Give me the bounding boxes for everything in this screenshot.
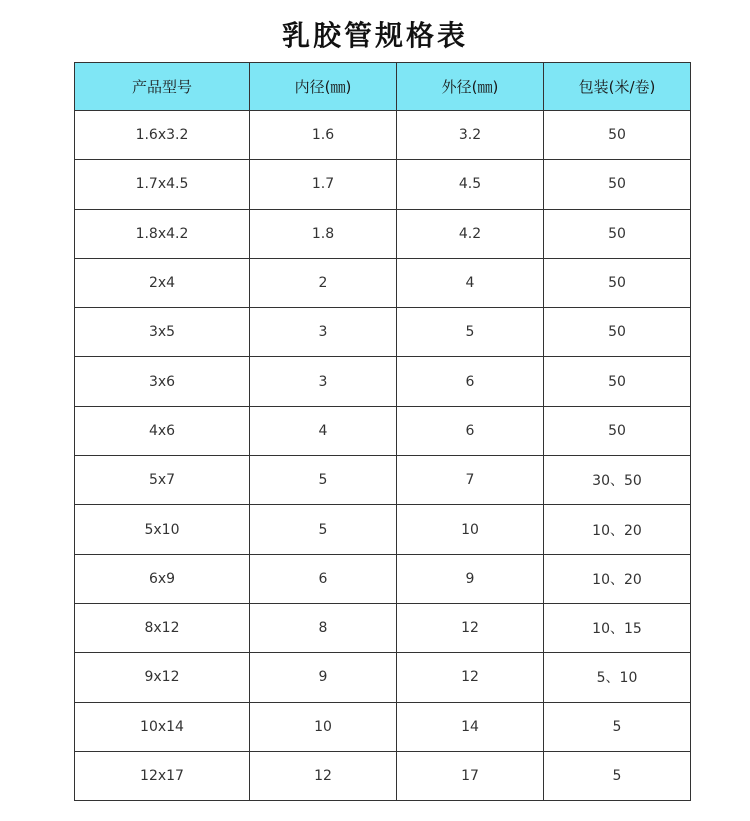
table-row: [75, 406, 691, 455]
cell-model: 1.6x3.2: [75, 111, 250, 160]
cell-model: 3x6: [75, 357, 250, 406]
table-row: [75, 209, 691, 258]
cell-model: 9x12: [75, 653, 250, 702]
cell-outer-diameter: 12: [397, 603, 544, 652]
cell-inner-diameter: 1.7: [250, 160, 397, 209]
cell-outer-diameter: 4: [397, 258, 544, 307]
cell-outer-diameter: 5: [397, 308, 544, 357]
table-row: [75, 456, 691, 505]
cell-outer-diameter: 6: [397, 406, 544, 455]
header-outer-diameter: 外径(㎜): [397, 63, 544, 111]
table-row: [75, 505, 691, 554]
cell-model: 2x4: [75, 258, 250, 307]
cell-packaging: 5: [544, 702, 691, 751]
cell-packaging: 50: [544, 406, 691, 455]
cell-inner-diameter: 3: [250, 308, 397, 357]
cell-inner-diameter: 2: [250, 258, 397, 307]
cell-model: 1.8x4.2: [75, 209, 250, 258]
cell-model: 3x5: [75, 308, 250, 357]
cell-packaging: 50: [544, 209, 691, 258]
header-packaging: 包装(米/卷): [544, 63, 691, 111]
cell-outer-diameter: 6: [397, 357, 544, 406]
cell-outer-diameter: 7: [397, 456, 544, 505]
table-row: [75, 357, 691, 406]
cell-packaging: 5、10: [544, 653, 691, 702]
table-header-row: [75, 63, 691, 111]
cell-inner-diameter: 4: [250, 406, 397, 455]
table-row: [75, 751, 691, 800]
cell-inner-diameter: 1.8: [250, 209, 397, 258]
cell-outer-diameter: 17: [397, 751, 544, 800]
table-row: [75, 258, 691, 307]
cell-model: 5x10: [75, 505, 250, 554]
cell-model: 12x17: [75, 751, 250, 800]
cell-packaging: 50: [544, 357, 691, 406]
cell-model: 6x9: [75, 554, 250, 603]
cell-inner-diameter: 5: [250, 456, 397, 505]
header-model: 产品型号: [75, 63, 250, 111]
cell-outer-diameter: 9: [397, 554, 544, 603]
cell-inner-diameter: 3: [250, 357, 397, 406]
cell-packaging: 10、15: [544, 603, 691, 652]
cell-model: 1.7x4.5: [75, 160, 250, 209]
cell-model: 4x6: [75, 406, 250, 455]
table-row: [75, 554, 691, 603]
cell-packaging: 5: [544, 751, 691, 800]
page-title: 乳胶管规格表: [281, 19, 468, 52]
cell-packaging: 50: [544, 308, 691, 357]
table-row: [75, 603, 691, 652]
table-row: [75, 653, 691, 702]
cell-inner-diameter: 5: [250, 505, 397, 554]
cell-outer-diameter: 3.2: [397, 111, 544, 160]
cell-model: 5x7: [75, 456, 250, 505]
cell-packaging: 30、50: [544, 456, 691, 505]
cell-model: 8x12: [75, 603, 250, 652]
spec-table: [74, 62, 691, 801]
cell-outer-diameter: 10: [397, 505, 544, 554]
table-row: [75, 160, 691, 209]
cell-packaging: 10、20: [544, 554, 691, 603]
cell-inner-diameter: 10: [250, 702, 397, 751]
cell-packaging: 50: [544, 160, 691, 209]
cell-inner-diameter: 1.6: [250, 111, 397, 160]
cell-packaging: 50: [544, 111, 691, 160]
cell-outer-diameter: 4.5: [397, 160, 544, 209]
cell-outer-diameter: 12: [397, 653, 544, 702]
table-row: [75, 702, 691, 751]
cell-packaging: 50: [544, 258, 691, 307]
cell-inner-diameter: 6: [250, 554, 397, 603]
table-row: [75, 308, 691, 357]
cell-packaging: 10、20: [544, 505, 691, 554]
header-inner-diameter: 内径(㎜): [250, 63, 397, 111]
cell-model: 10x14: [75, 702, 250, 751]
cell-inner-diameter: 9: [250, 653, 397, 702]
cell-outer-diameter: 4.2: [397, 209, 544, 258]
cell-outer-diameter: 14: [397, 702, 544, 751]
table-row: [75, 111, 691, 160]
cell-inner-diameter: 8: [250, 603, 397, 652]
cell-inner-diameter: 12: [250, 751, 397, 800]
